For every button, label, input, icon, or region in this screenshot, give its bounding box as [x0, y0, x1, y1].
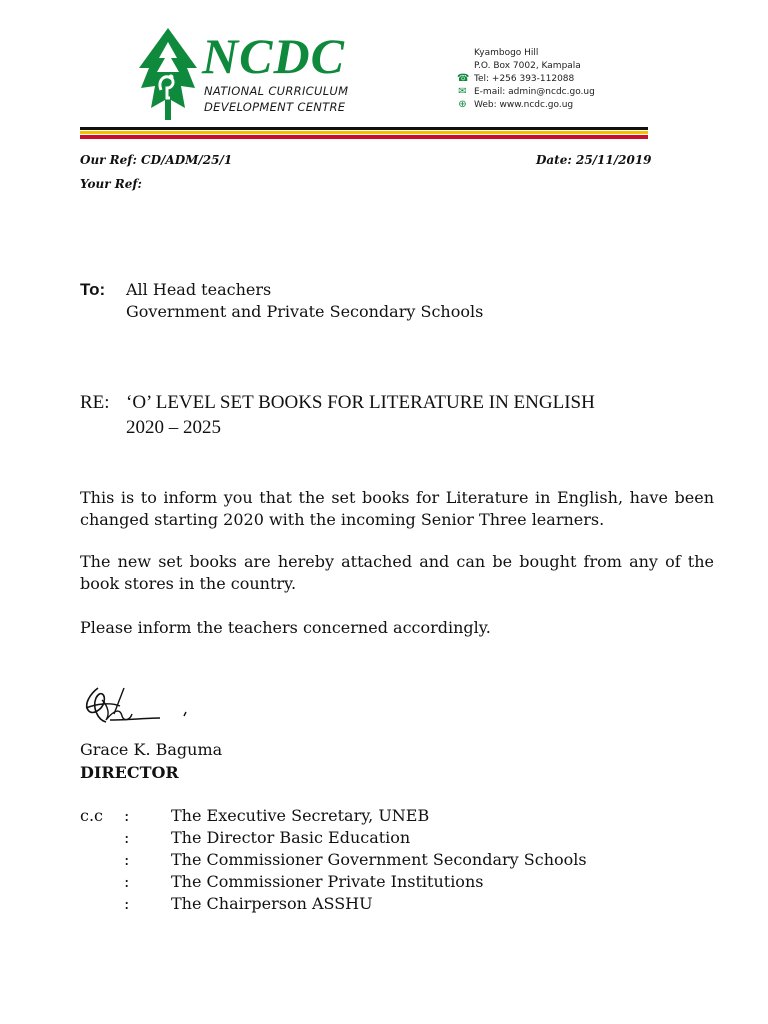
handwritten-signature — [80, 680, 200, 736]
phone-number: Tel: +256 393-112088 — [474, 74, 575, 84]
address-line1: Kyambogo Hill — [474, 48, 539, 58]
org-name-line2: DEVELOPMENT CENTRE — [204, 100, 346, 114]
website: Web: www.ncdc.go.ug — [474, 100, 574, 110]
body-paragraph: This is to inform you that the set books for Literature in English, have been changed starting 2020 with the incoming Senior Three learners. — [80, 488, 714, 529]
cc-separator: : — [124, 894, 130, 913]
cc-label: c.c — [80, 806, 104, 825]
phone-icon: ☎ — [457, 73, 470, 84]
body-paragraph: The new set books are hereby attached and can be bought from any of the book stores in the country. — [80, 552, 714, 593]
subject-label: RE: — [80, 392, 110, 413]
org-name-line1: NATIONAL CURRICULUM — [204, 84, 349, 98]
flag-stripe-black — [80, 127, 648, 130]
cc-recipient: The Chairperson ASSHU — [171, 894, 373, 913]
email-icon: ✉ — [458, 86, 467, 97]
ncdc-logo-emblem — [137, 28, 199, 120]
cc-recipient: The Commissioner Government Secondary Schools — [171, 850, 587, 869]
letter-date: Date: 25/11/2019 — [536, 153, 652, 167]
cc-separator: : — [124, 828, 130, 847]
to-label: To: — [80, 280, 106, 299]
our-reference: Our Ref: CD/ADM/25/1 — [80, 153, 233, 167]
flag-stripe-yellow — [80, 131, 648, 134]
addressee-line2: Government and Private Secondary Schools — [126, 302, 484, 321]
globe-icon: ⊕ — [458, 99, 467, 110]
subject-line1: ‘O’ LEVEL SET BOOKS FOR LITERATURE IN ENGLISH — [126, 392, 595, 413]
signatory-name: Grace K. Baguma — [80, 740, 223, 759]
address-line2: P.O. Box 7002, Kampala — [474, 61, 581, 71]
flag-stripe-red — [80, 135, 648, 139]
your-reference: Your Ref: — [80, 177, 142, 191]
signatory-title: DIRECTOR — [80, 763, 179, 782]
cc-recipient: The Commissioner Private Institutions — [171, 872, 484, 891]
org-logo-wordmark: NCDC — [202, 28, 345, 84]
email-address: E-mail: admin@ncdc.go.ug — [474, 87, 595, 97]
cc-separator: : — [124, 850, 130, 869]
cc-recipient: The Director Basic Education — [171, 828, 411, 847]
addressee-line1: All Head teachers — [126, 280, 272, 299]
cc-recipient: The Executive Secretary, UNEB — [171, 806, 430, 825]
cc-separator: : — [124, 872, 130, 891]
subject-line2: 2020 – 2025 — [126, 417, 221, 438]
cc-separator: : — [124, 806, 130, 825]
body-paragraph: Please inform the teachers concerned accordingly. — [80, 618, 491, 637]
